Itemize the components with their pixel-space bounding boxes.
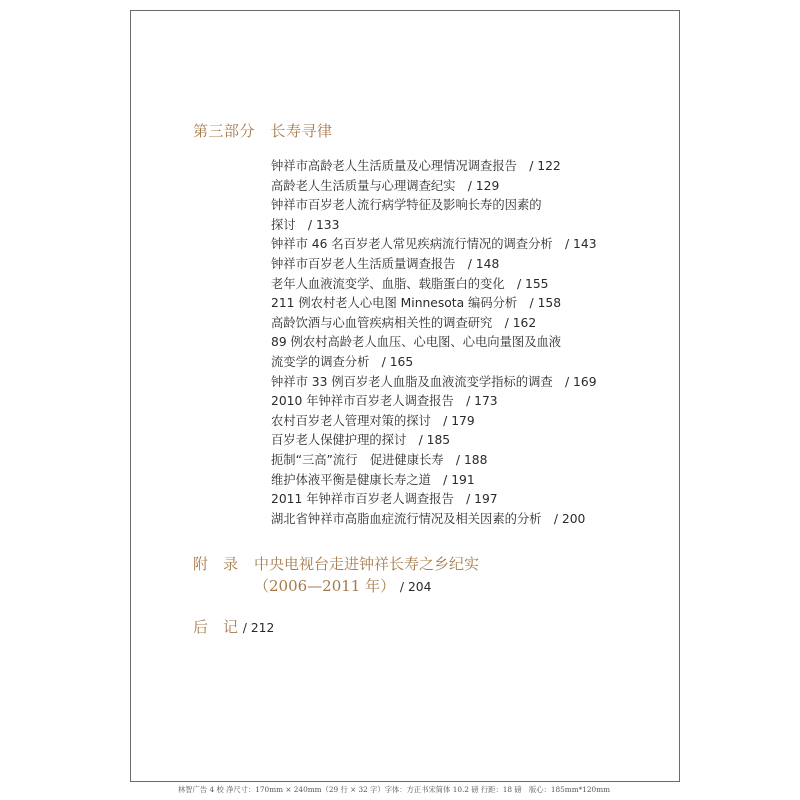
toc-entry: 老年人血液流变学、血脂、载脂蛋白的变化 / 155 — [271, 276, 549, 291]
toc-entry: 89 例农村高龄老人血压、心电图、心电向量图及血液 — [271, 335, 562, 350]
appendix-page: / 204 — [399, 580, 432, 594]
toc-entry: 钟祥市 33 例百岁老人血脂及血液流变学指标的调查 / 169 — [271, 374, 597, 389]
appendix-title: 中央电视台走进钟祥长寿之乡纪实 — [254, 555, 480, 573]
print-spec-footer: 林智广告 4 校 净尺寸：170mm × 240mm（29 行 × 32 字）字体：方正书宋简体 10.2 磅 行距：18 磅 版心：185mm*120mm — [178, 785, 611, 794]
afterword-entry — [193, 616, 274, 639]
appendix-label: 附 录 — [193, 555, 239, 573]
toc-entry: 流变学的调查分析 / 165 — [271, 354, 414, 369]
toc-entry: 2010 年钟祥市百岁老人调查报告 / 173 — [271, 394, 498, 409]
afterword-page: / 212 — [242, 621, 275, 635]
toc-entry: 百岁老人保健护理的探讨 / 185 — [271, 433, 451, 448]
section-title: 第三部分 长寿寻律 — [193, 122, 333, 140]
appendix-years: （2006—2011 年） — [254, 577, 396, 595]
toc-entry: 钟祥市 46 名百岁老人常见疾病流行情况的调查分析 / 143 — [271, 237, 597, 252]
toc-entry: 钟祥市百岁老人流行病学特征及影响长寿的因素的 — [271, 198, 542, 213]
toc-entry: 扼制“三高”流行 促进健康长寿 / 188 — [271, 452, 488, 467]
toc-entry: 高龄饮酒与心血管疾病相关性的调查研究 / 162 — [271, 315, 537, 330]
appendix-entry — [193, 553, 479, 598]
toc-entry: 高龄老人生活质量与心理调查纪实 / 129 — [271, 178, 500, 193]
toc-entry: 钟祥市百岁老人生活质量调查报告 / 148 — [271, 256, 500, 271]
afterword-label: 后 记 — [193, 618, 239, 636]
toc-list — [271, 157, 597, 529]
toc-entry: 湖北省钟祥市高脂血症流行情况及相关因素的分析 / 200 — [271, 511, 586, 526]
toc-entry: 211 例农村老人心电图 Minnesota 编码分析 / 158 — [271, 296, 562, 311]
toc-entry: 探讨 / 133 — [271, 217, 340, 232]
toc-entry: 钟祥市高龄老人生活质量及心理情况调查报告 / 122 — [271, 159, 561, 173]
toc-entry: 2011 年钟祥市百岁老人调查报告 / 197 — [271, 492, 498, 507]
toc-entry: 维护体液平衡是健康长寿之道 / 191 — [271, 472, 475, 487]
toc-entry: 农村百岁老人管理对策的探讨 / 179 — [271, 413, 475, 428]
